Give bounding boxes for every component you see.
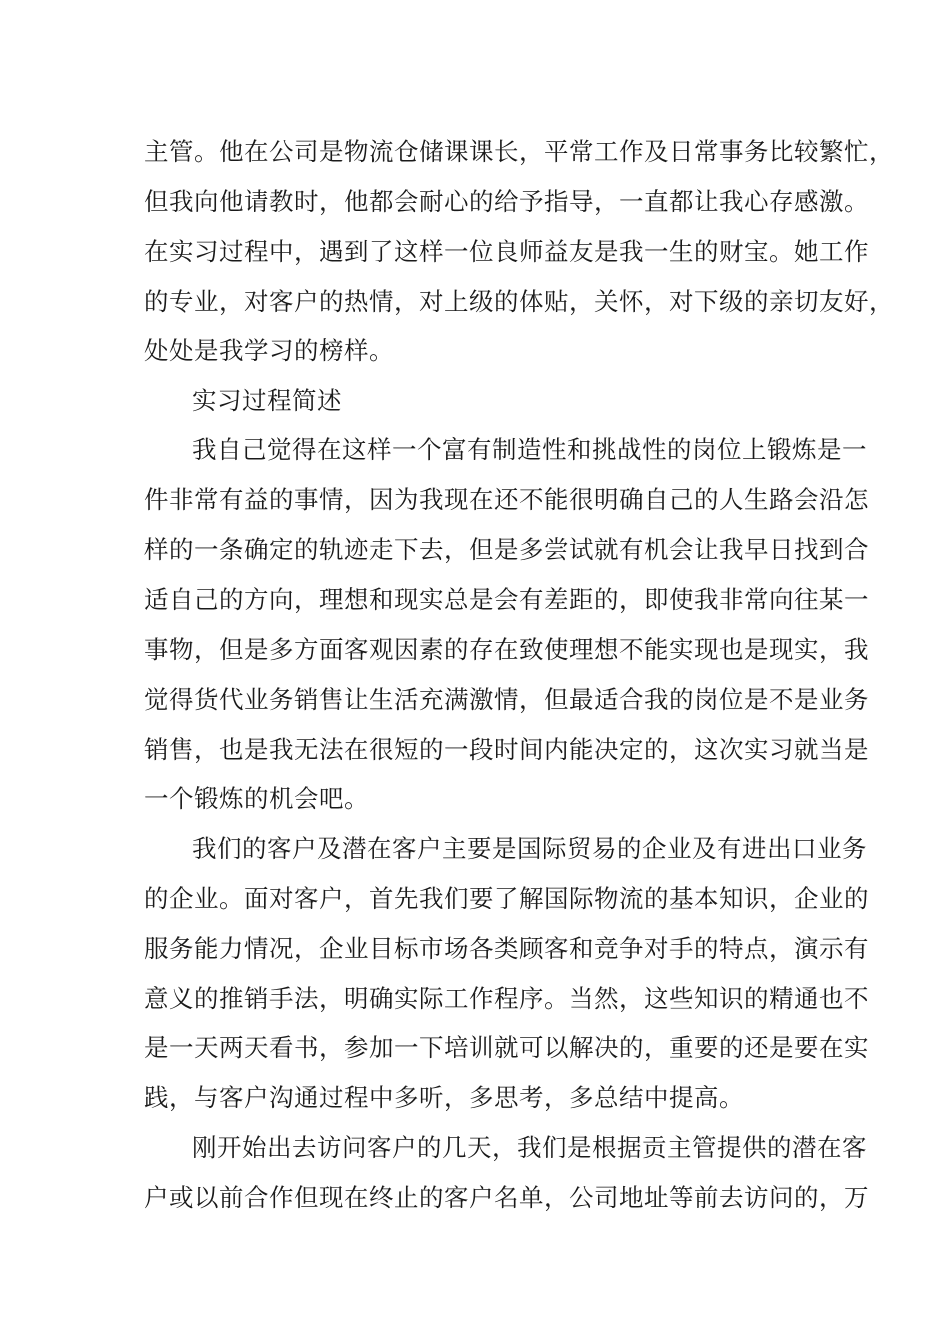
text-line: 件非常有益的事情，因为我现在还不能很明确自己的人生路会沿怎 [144, 485, 869, 514]
text-line: 一个锻炼的机会吧。 [144, 784, 369, 813]
section-heading: 实习过程简述 [192, 386, 342, 415]
text-line: 销售，也是我无法在很短的一段时间内能决定的，这次实习就当是 [144, 735, 869, 764]
text-line: 践，与客户沟通过程中多听，多思考，多总结中提高。 [144, 1083, 744, 1112]
text-line: 主管。他在公司是物流仓储课课长，平常工作及日常事务比较繁忙， [144, 137, 894, 166]
text-line: 户或以前合作但现在终止的客户名单，公司地址等前去访问的，万 [144, 1183, 869, 1212]
text-line: 在实习过程中，遇到了这样一位良师益友是我一生的财宝。她工作 [144, 237, 869, 266]
text-line: 样的一条确定的轨迹走下去，但是多尝试就有机会让我早日找到合 [144, 535, 869, 564]
text-line: 但我向他请教时，他都会耐心的给予指导，一直都让我心存感激。 [144, 187, 869, 216]
paragraph-first-line: 刚开始出去访问客户的几天，我们是根据贡主管提供的潜在客 [192, 1133, 867, 1162]
text-line: 适自己的方向，理想和现实总是会有差距的，即使我非常向往某一 [144, 585, 869, 614]
text-line: 事物，但是多方面客观因素的存在致使理想不能实现也是现实，我 [144, 635, 869, 664]
paragraph-first-line: 我们的客户及潜在客户主要是国际贸易的企业及有进出口业务 [192, 834, 867, 863]
paragraph-first-line: 我自己觉得在这样一个富有制造性和挑战性的岗位上锻炼是一 [192, 435, 867, 464]
text-line: 的专业，对客户的热情，对上级的体贴，关怀，对下级的亲切友好， [144, 287, 894, 316]
text-line: 是一天两天看书，参加一下培训就可以解决的，重要的还是要在实 [144, 1033, 869, 1062]
text-line: 服务能力情况，企业目标市场各类顾客和竞争对手的特点，演示有 [144, 934, 869, 963]
text-line: 处处是我学习的榜样。 [144, 336, 394, 365]
text-line: 觉得货代业务销售让生活充满激情，但最适合我的岗位是不是业务 [144, 685, 869, 714]
text-line: 的企业。面对客户，首先我们要了解国际物流的基本知识，企业的 [144, 884, 869, 913]
text-line: 意义的推销手法，明确实际工作程序。当然，这些知识的精通也不 [144, 984, 869, 1013]
